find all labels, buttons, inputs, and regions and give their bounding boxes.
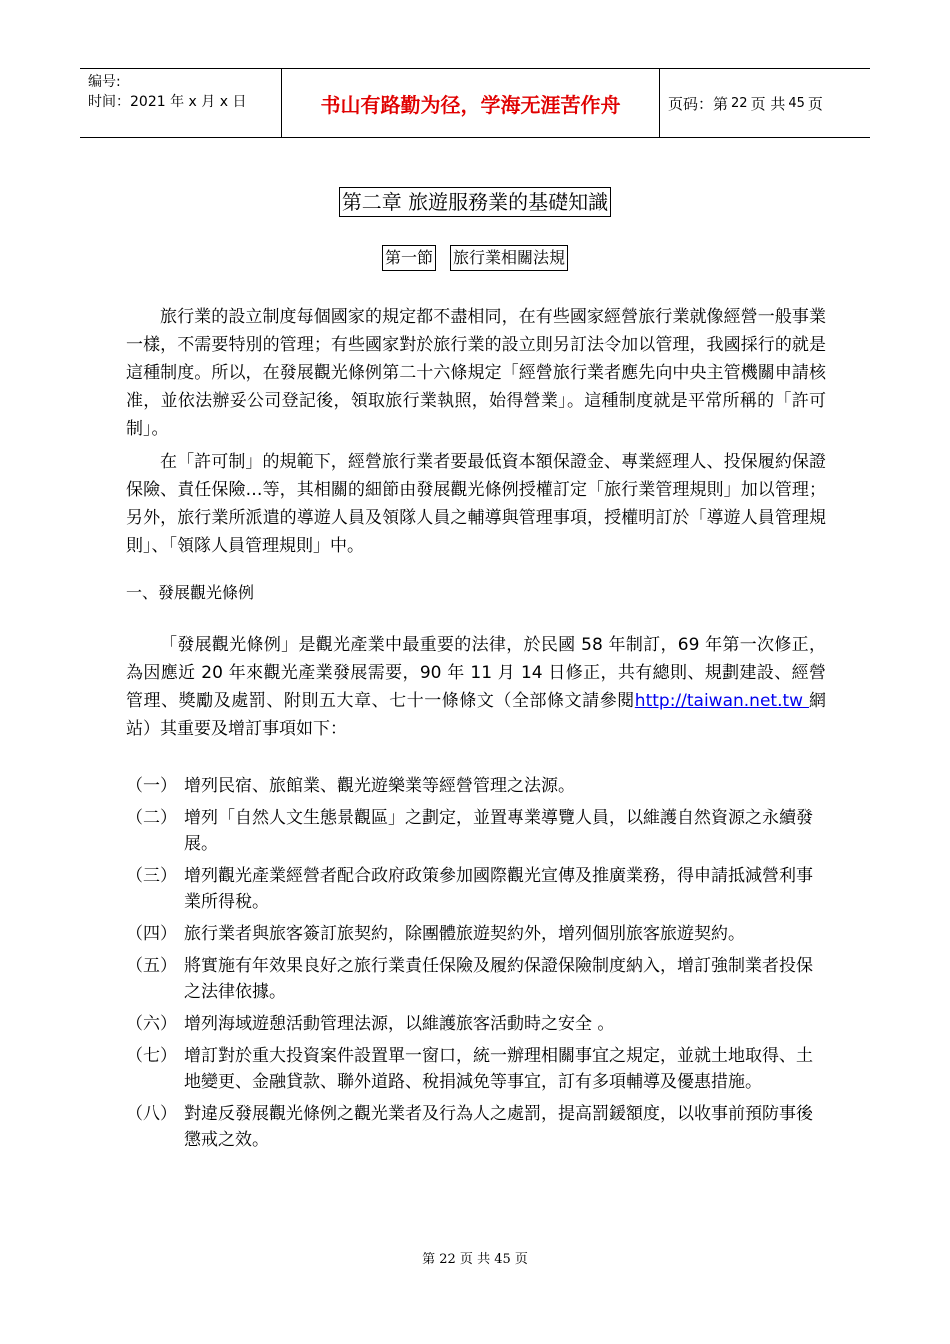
- list-item-marker: （四）: [126, 924, 177, 944]
- page-label-prefix: 页码：第: [668, 94, 729, 113]
- paragraph-3: [126, 631, 826, 743]
- taiwan-net-link[interactable]: http://taiwan.net.tw: [634, 691, 810, 711]
- document-number-label: 编号:: [88, 74, 121, 90]
- section-heading: 一、發展觀光條例: [126, 583, 255, 602]
- list-item-text: 對違反發展觀光條例之觀光業者及行為人之處罰，提高罰鍰額度，以收事前預防事後懲戒之效。: [184, 1104, 813, 1150]
- list-item: [126, 953, 826, 1005]
- list-item-marker: （一）: [126, 776, 177, 796]
- paragraph-3-text-before: 「發展觀光條例」是觀光產業中最重要的法律，於民國 58 年制訂，69 年第一次修正，為因應近 20 年來觀光產業發展需要，90 年 11 月 14 日修正，共有總則、規劃建設、經營管理、獎勵及處罰、附則五大章、七十一條條文（全部條文請參閱: [126, 635, 826, 711]
- list-item: [126, 1043, 826, 1095]
- page-current: 22: [731, 95, 748, 111]
- page-label-mid: 页 共: [750, 94, 786, 113]
- list-item-marker: （七）: [126, 1046, 177, 1066]
- list-item-text: 增列海域遊憩活動管理法源，以維護旅客活動時之安全 。: [184, 1014, 615, 1034]
- header-motto: 书山有路勤为径，学海无涯苦作舟: [282, 69, 660, 137]
- paragraph-2: 在「許可制」的規範下，經營旅行業者要最低資本額保證金、專業經理人、投保履約保證保險、責任保險…等，其相關的細節由發展觀光條例授權訂定「旅行業管理規則」加以管理；另外，旅行業所派遣的導遊人員及領隊人員之輔導與管理事項，授權明訂於「導遊人員管理規則」、「領隊人員管理規則」中。: [126, 452, 826, 556]
- list-item-marker: （三）: [126, 866, 177, 886]
- list-item: [126, 1101, 826, 1153]
- list-item-text: 旅行業者與旅客簽訂旅契約，除團體旅遊契約外，增列個別旅客旅遊契約。: [184, 924, 745, 944]
- chapter-title: 第二章 旅遊服務業的基礎知識: [339, 187, 611, 217]
- paragraph-1: 旅行業的設立制度每個國家的規定都不盡相同，在有些國家經營旅行業就像經營一般事業一樣，不需要特別的管理；有些國家對於旅行業的設立則另訂法令加以管理，我國採行的就是這種制度。所以，在發展觀光條例第二十六條規定「經營旅行業者應先向中央主管機關申請核准，並依法辦妥公司登記後，領取旅行業執照，始得營業」。這種制度就是平常所稱的「許可制」。: [126, 307, 826, 439]
- list-item-text: 將實施有年效果良好之旅行業責任保險及履約保證保險制度納入，增訂強制業者投保之法律依據。: [184, 956, 813, 1002]
- header-meta: [80, 69, 282, 137]
- amendment-list: [126, 773, 826, 1159]
- chapter-title-wrap: [0, 187, 950, 217]
- header-page-info: [660, 69, 870, 137]
- list-item: [126, 805, 826, 857]
- list-item-marker: （八）: [126, 1104, 177, 1124]
- list-item-text: 增列民宿、旅館業、觀光遊樂業等經營管理之法源。: [184, 776, 575, 796]
- list-item: [126, 921, 826, 947]
- list-item-text: 增列觀光產業經營者配合政府政策參加國際觀光宣傳及推廣業務，得申請抵減營利事業所得稅。: [184, 866, 813, 912]
- page-label-suffix: 页: [807, 94, 823, 113]
- paragraph-3-text-after: 網站）其重要及增訂事項如下：: [126, 691, 827, 739]
- section-title-text: 旅行業相關法規: [450, 245, 568, 271]
- page-total: 45: [788, 95, 805, 111]
- page-footer: 第 22 页 共 45 页: [422, 1252, 528, 1267]
- list-item-marker: （二）: [126, 808, 177, 828]
- list-item-marker: （六）: [126, 1014, 177, 1034]
- section-title-number: 第一節: [382, 245, 436, 271]
- list-item-marker: （五）: [126, 956, 177, 976]
- list-item: [126, 863, 826, 915]
- list-item-text: 增列「自然人文生態景觀區」之劃定，並置專業導覽人員，以維護自然資源之永續發展。: [184, 808, 813, 854]
- list-item: [126, 1011, 826, 1037]
- section-title-wrap: [0, 245, 950, 271]
- document-date: 时间：2021 年 x 月 x 日: [88, 94, 247, 110]
- page-header: [80, 68, 870, 138]
- list-item: [126, 773, 826, 799]
- list-item-text: 增訂對於重大投資案件設置單一窗口，統一辦理相關事宜之規定，並就土地取得、土地變更、金融貸款、聯外道路、稅捐減免等事宜，訂有多項輔導及優惠措施。: [184, 1046, 813, 1092]
